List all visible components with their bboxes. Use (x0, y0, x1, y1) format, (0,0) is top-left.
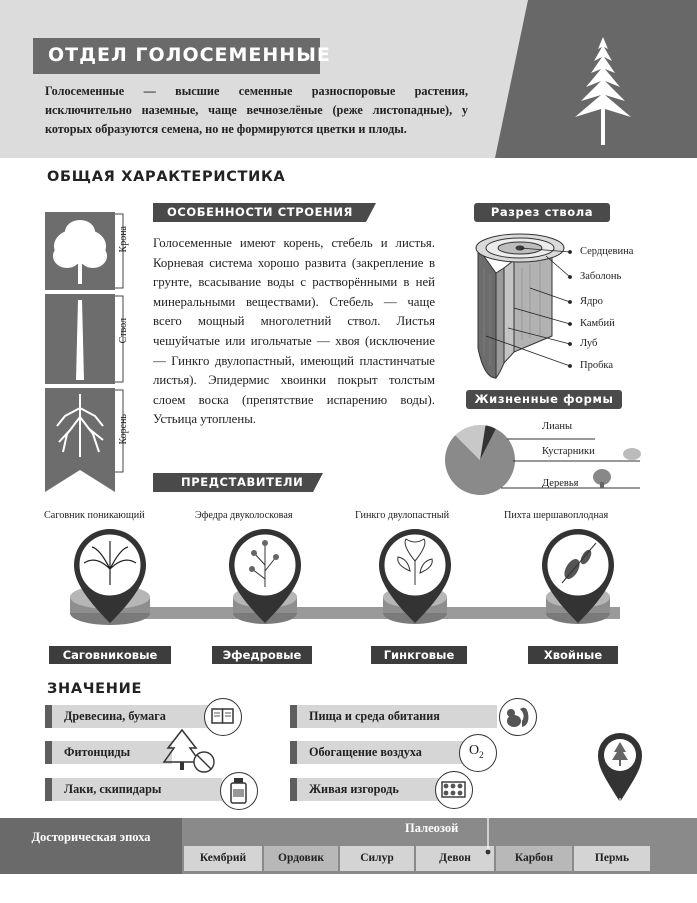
fir-tree-icon (568, 35, 638, 150)
rep-name-ginkgo: Гинкго двулопастный (355, 510, 450, 521)
representatives-illustration (40, 525, 670, 645)
value-marker-hedge (290, 778, 297, 801)
value-wood-paper: Древесина, бумага (52, 705, 222, 728)
value-air-enrichment: Обогащение воздуха (297, 741, 465, 764)
life-form-trees: Деревья (542, 478, 579, 489)
platform-cycas (70, 529, 150, 625)
rep-name-ephedra: Эфедра двуколосковая (195, 510, 293, 521)
page-title: ОТДЕЛ ГОЛОСЕМЕННЫЕ (48, 44, 331, 66)
general-heading: ОБЩАЯ ХАРАКТЕРИСТИКА (47, 169, 286, 185)
tree-icon (593, 469, 611, 488)
trunk-section-illustration (470, 228, 585, 383)
trunk-label-heartwood: Ядро (580, 296, 603, 307)
trunk-label-phloem: Луб (580, 338, 598, 349)
trunk-banner: Разрез ствола (474, 203, 610, 222)
period-permian: Пермь (572, 846, 650, 871)
family-cycadaceae: Саговниковые (49, 646, 171, 664)
pre-era-label: Досторическая эпоха (31, 830, 151, 844)
pre-era-cell (0, 818, 182, 874)
life-form-lianas: Лианы (542, 421, 573, 432)
platform-ginkgo (379, 529, 451, 624)
representatives-banner: ПРЕДСТАВИТЕЛИ (153, 473, 313, 492)
oxygen-icon (459, 734, 497, 772)
header-diagonal (495, 0, 575, 158)
location-pin-icon (595, 730, 645, 805)
trunk-label-cork: Пробка (580, 360, 614, 371)
trunk-label-sapwood: Заболонь (580, 271, 622, 282)
period-silurian: Силур (338, 846, 414, 871)
plant-parts-strip (45, 212, 115, 492)
value-food-habitat: Пища и среда обитания (297, 705, 497, 728)
platform-abies (542, 529, 614, 624)
structure-banner: ОСОБЕННОСТИ СТРОЕНИЯ (153, 203, 366, 222)
bottle-icon (220, 772, 258, 810)
plant-parts-brackets (115, 212, 129, 492)
value-marker-food (290, 705, 297, 728)
family-coniferae: Хвойные (528, 646, 618, 664)
value-hedge: Живая изгородь (297, 778, 445, 801)
period-devonian: Девон (414, 846, 494, 871)
structure-text: Голосеменные имеют корень, стебель и листья. Корневая система хорошо развита (закрепление в грунте, всасывание воды с растворёнными в ней минеральными веществами). Стебель — чаще всего мощный многолетний ствол. Листья чешуйчатые или игольчатые — хвоя (исключение — Гинкго двулопастный, имеющий пластинчатые листья). Эпидермис хвоинки покрыт толстым слоем воска (препятствие испарению воды). Устьица утоплены. (153, 236, 435, 427)
era-label: Палеозой (405, 821, 459, 835)
o2-subscript: 2 (479, 749, 484, 760)
platform-ephedra (229, 529, 301, 624)
o2-text: O (469, 743, 480, 758)
trunk-label-pith: Сердцевина (580, 246, 634, 257)
value-marker-phytoncides (45, 741, 52, 764)
rep-name-abies: Пихта шершавоплодная (504, 510, 609, 521)
life-forms-banner: Жизненные формы (466, 390, 622, 409)
life-form-shrubs: Кустарники (542, 446, 595, 457)
trunk-label-cambium: Камбий (580, 318, 615, 329)
family-ginkgoaceae: Гинкговые (371, 646, 467, 664)
period-cambrian: Кембрий (182, 846, 262, 871)
period-carboniferous: Карбон (494, 846, 572, 871)
family-ephedraceae: Эфедровые (212, 646, 312, 664)
value-marker-air (290, 741, 297, 764)
hedge-icon (435, 771, 473, 809)
timeline-pointer (484, 798, 624, 858)
period-ordovician: Ордовик (262, 846, 338, 871)
intro-text: Голосеменные — высшие семенные разноспоровые растения, исключительно наземные, чаще вечнозелёные (реже листопадные), у которых образуются семена, но не формируются цветки и плоды. (45, 84, 468, 136)
label-root: Корень (118, 414, 129, 445)
label-trunk: Ствол (118, 318, 129, 344)
pine-bacteria-icon (160, 728, 216, 776)
value-lacquers: Лаки, скипидары (52, 778, 222, 801)
value-marker-lacquers (45, 778, 52, 801)
shrub-icon (623, 448, 641, 460)
label-crown: Крона (118, 226, 129, 253)
squirrel-icon (499, 698, 537, 736)
rep-name-cycas: Саговник поникающий (44, 510, 145, 521)
significance-heading: ЗНАЧЕНИЕ (47, 681, 143, 697)
value-phytoncides: Фитонциды (52, 741, 172, 764)
value-marker-wood (45, 705, 52, 728)
